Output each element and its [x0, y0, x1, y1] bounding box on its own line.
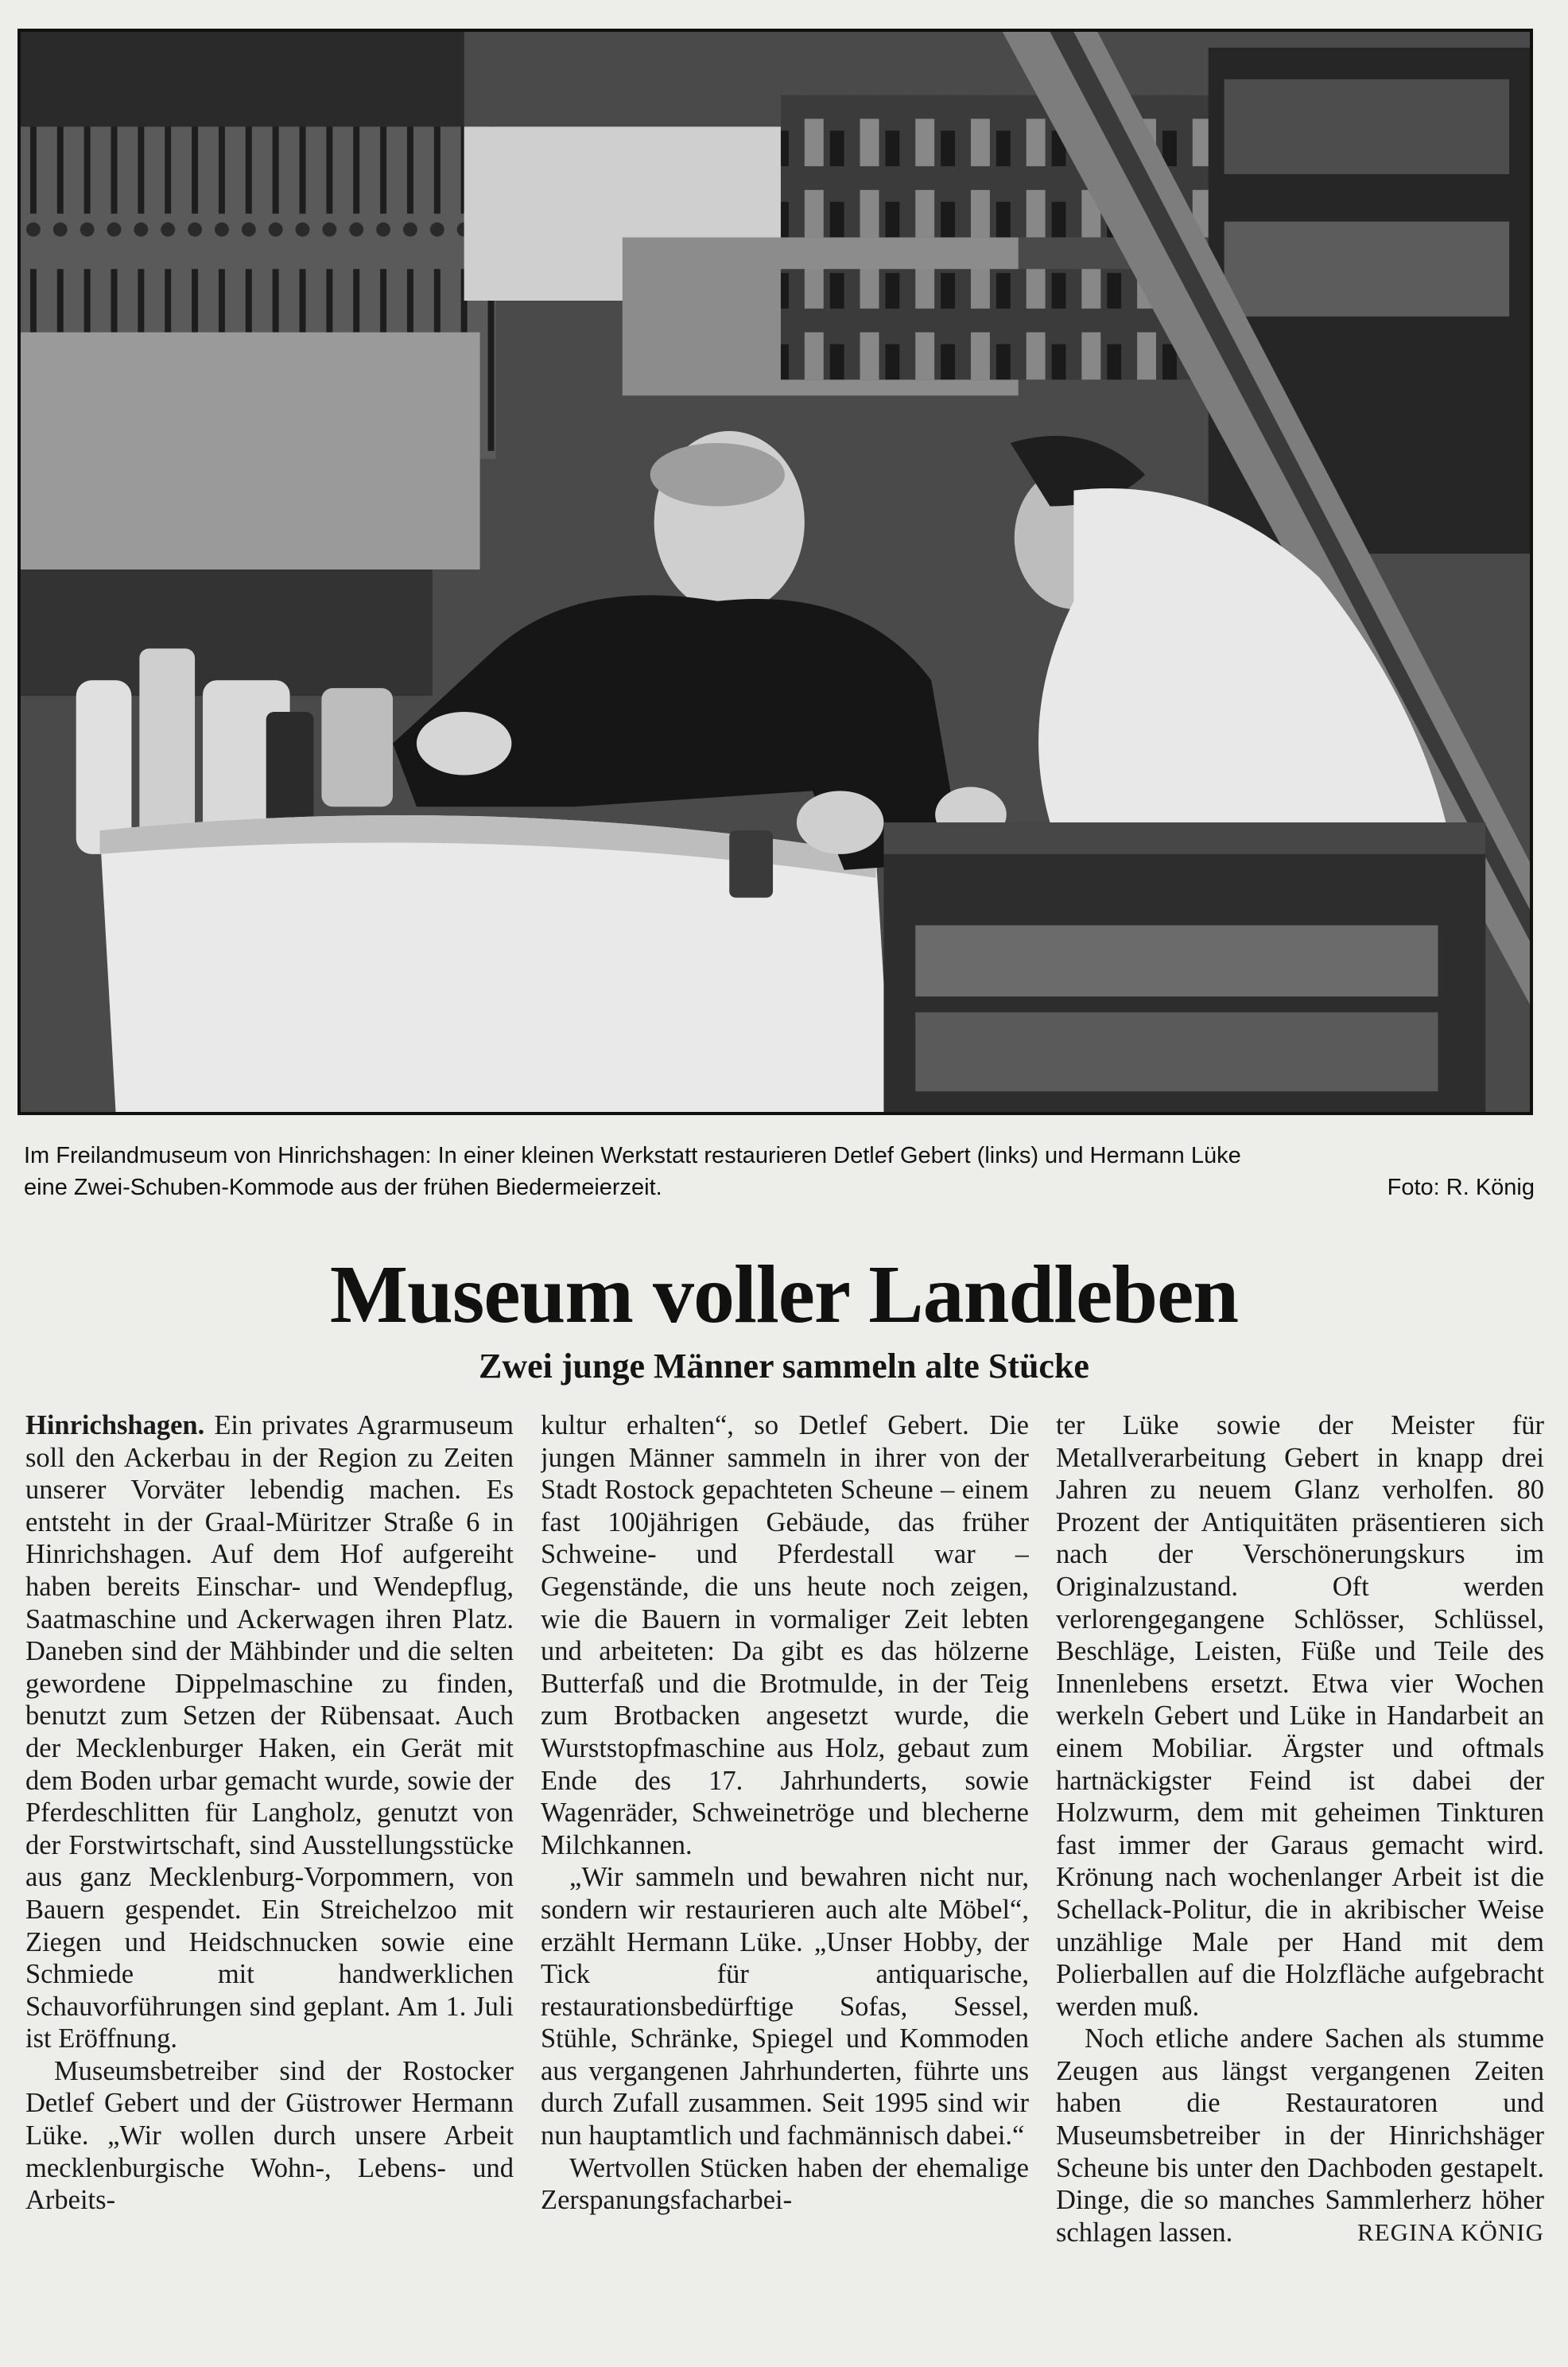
article-column-1	[25, 1409, 514, 2356]
paragraph: Wertvollen Stücken haben der ehemalige Zerspanungsfacharbei-	[541, 2152, 1029, 2216]
article-body	[25, 1409, 1543, 2356]
paragraph	[25, 1409, 514, 2055]
dateline: Hinrichshagen.	[25, 1410, 205, 1440]
workshop-photo	[17, 29, 1533, 1115]
author-byline: REGINA KÖNIG	[1356, 2217, 1544, 2246]
paragraph: „Wir sammeln und bewahren nicht nur, sondern wir restaurieren auch alte Möbel“, erzählt Hermann Lüke. „Unser Hobby, der Tick für antiquarische, restaurationsbedürftige Sofas, Sessel, Stühle, Schränke, Spiegel und Kommoden aus vergangenen Jahrhunderten, führte uns durch Zufall zusammen. Seit 1995 sind wir nun hauptamtlich und fachmännisch dabei.“	[541, 1862, 1029, 2151]
paragraph: ter Lüke sowie der Meister für Metallverarbeitung Gebert in knapp drei Jahren zu neuem Glanz verholfen. 80 Prozent der Antiquitäten präsentieren sich nach der Verschönerungskurs im Originalzustand. Oft werden verlorengegangene Schlösser, Schlüssel, Beschläge, Leisten, Füße und Teile des Innenlebens ersetzt. Etwa vier Wochen werkeln Gebert und Lüke in Handarbeit an einem Mobiliar. Ärgster und oftmals hartnäckigster Feind ist dabei der Holzwurm, dem mit geheimen Tinkturen fast immer der Garaus gemacht wird. Krönung nach wochenlanger Arbeit ist die Schellack-Politur, die in akribischer Weise unzählige Male per Hand mit dem Polierballen auf die Holzfläche aufgebracht werden muß.	[1056, 1410, 1544, 2022]
photo-credit: Foto: R. König	[1387, 1175, 1535, 1200]
subheadline: Zwei junge Männer sammeln alte Stücke	[479, 1347, 1089, 1386]
paragraph-text: Noch etliche andere Sachen als stumme Zeugen aus längst vergangenen Zeiten haben die Restauratoren und Museumsbetreiber in der Hinrichshäger Scheune bis unter den Dachboden gestapelt. Dinge, die so manches Sammlerherz höher schlagen lassen.	[1056, 2023, 1544, 2248]
caption-line-1: Im Freilandmuseum von Hinrichshagen: In einer kleinen Werkstatt restaurieren Detlef Gebert (links) und Hermann Lüke	[24, 1143, 1241, 1168]
paragraph: kultur erhalten“, so Detlef Gebert. Die jungen Männer sammeln in ihrer von der Stadt Rostock gepachteten Scheune – einem fast 100jährigen Gebäude, das früher Schweine- und Pferdestall war – Gegenstände, die uns heute noch zeigen, wie die Bauern in vormaliger Zeit lebten und arbeiteten: Da gibt es das hölzerne Butterfaß und die Brotmulde, in der Teig zum Brotbacken angesetzt wurde, die Wurststopfmaschine aus Holz, gebaut zum Ende des 17. Jahrhunderts, sowie Wagenräder, Schweinetröge und blecherne Milchkannen.	[541, 1410, 1029, 1860]
caption-line-2: eine Zwei-Schuben-Kommode aus der frühen Biedermeierzeit.	[24, 1175, 662, 1200]
headline: Museum voller Landleben	[329, 1249, 1239, 1340]
paragraph-text: Ein privates Agrarmuseum soll den Ackerbau in der Region zu Zeiten unserer Vorväter lebendig machen. Es entsteht in der Graal-Müritzer Straße 6 in Hinrichshagen. Auf dem Hof aufgereiht haben bereits Einschar- und Wendepflug, Saatmaschine und Ackerwagen ihren Platz. Daneben sind der Mähbinder und die selten gewordene Dippelmaschine zu finden, benutzt zum Setzen der Rübensaat. Auch der Mecklenburger Haken, ein Gerät mit dem Boden urbar gemacht wurde, sowie der Pferdeschlitten für Langholz, genutzt von der Forstwirtschaft, sind Ausstellungsstücke aus ganz Mecklenburg-Vorpommern, von Bauern gespendet. Ein Streichelzoo mit Ziegen und Heidschnucken sowie eine Schmiede mit handwerklichen Schauvorführungen sind geplant. Am 1. Juli ist Eröffnung.	[25, 1410, 514, 2054]
article-column-3	[1056, 1409, 1544, 2356]
article-column-2	[541, 1409, 1029, 2356]
paragraph	[1056, 2023, 1544, 2248]
photo-caption	[24, 1140, 1535, 1203]
workshop-photo-illustration	[21, 32, 1530, 1112]
paragraph: Museumsbetreiber sind der Rostocker Detlef Gebert und der Güstrower Hermann Lüke. „Wir wollen durch unsere Arbeit mecklenburgische Wohn-, Lebens- und Arbeits-	[25, 2055, 514, 2216]
